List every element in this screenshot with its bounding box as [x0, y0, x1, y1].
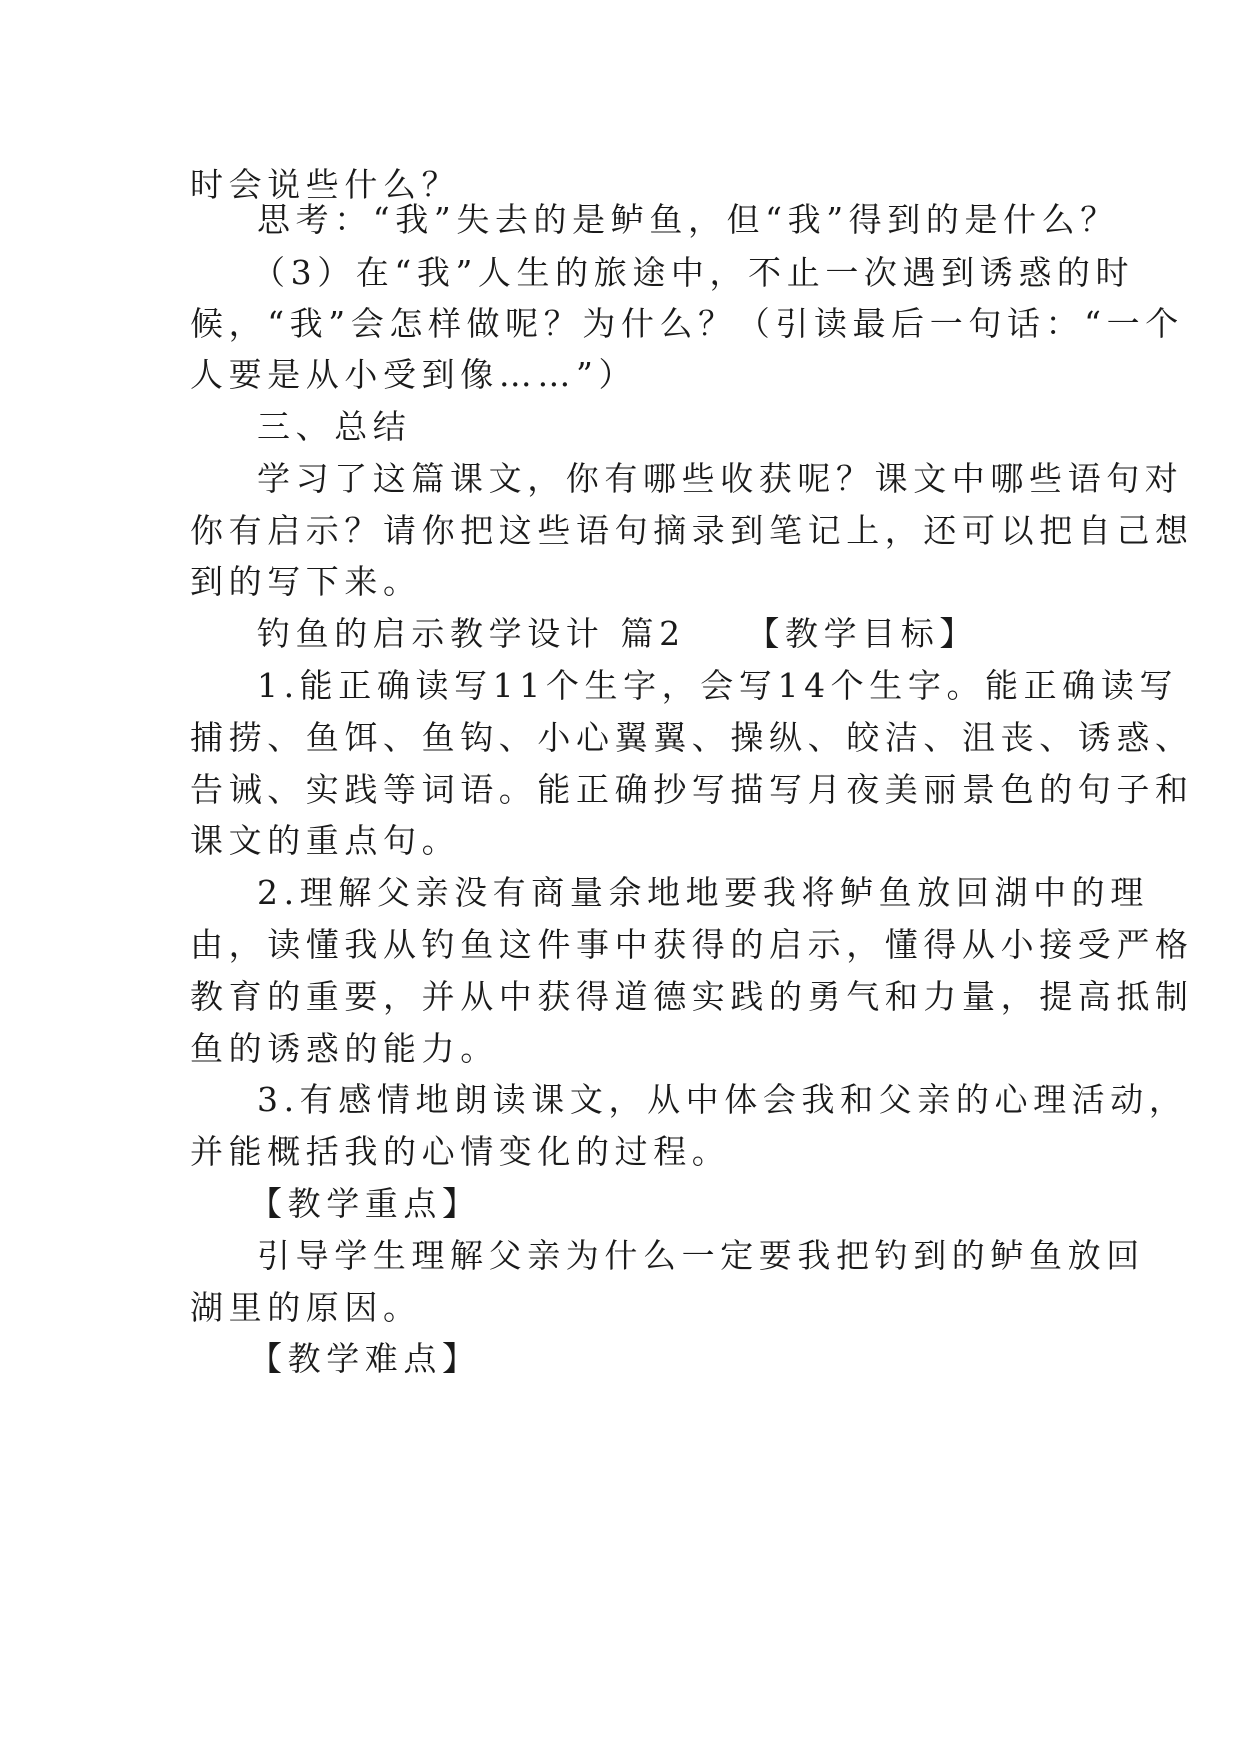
section-heading-teaching-difficulty: 【教学难点】	[249, 1339, 481, 1378]
text-line-13: 告诫、实践等词语。能正确抄写描写月夜美丽景色的句子和	[190, 770, 1194, 809]
text-line-9: 到的写下来。	[190, 562, 422, 601]
text-line-8: 你有启示？请你把这些语句摘录到笔记上，还可以把自己想	[190, 511, 1194, 550]
text-line-3: （3）在“我”人生的旅途中，不止一次遇到诱惑的时	[252, 253, 1135, 292]
section-heading-summary: 三、总结	[257, 407, 412, 446]
section-heading-teaching-goals: 钓鱼的启示教学设计 篇2 【教学目标】	[257, 614, 978, 653]
text-line-23: 湖里的原因。	[190, 1288, 422, 1327]
text-line-11: 1.能正确读写11个生字，会写14个生字。能正确读写	[257, 666, 1179, 705]
text-line-2: 思考：“我”失去的是鲈鱼，但“我”得到的是什么？	[257, 200, 1119, 239]
text-line-16: 由，读懂我从钓鱼这件事中获得的启示，懂得从小接受严格	[190, 925, 1194, 964]
text-line-15: 2.理解父亲没有商量余地地要我将鲈鱼放回湖中的理	[257, 873, 1149, 912]
text-line-20: 并能概括我的心情变化的过程。	[190, 1132, 731, 1171]
text-line-18: 鱼的诱惑的能力。	[190, 1029, 499, 1068]
text-line-4: 候，“我”会怎样做呢？为什么？（引读最后一句话：“一个	[190, 304, 1184, 343]
text-line-5: 人要是从小受到像……”）	[190, 355, 638, 394]
text-line-14: 课文的重点句。	[190, 821, 461, 860]
text-line-1: 时会说些什么？	[190, 165, 461, 204]
text-line-7: 学习了这篇课文，你有哪些收获呢？课文中哪些语句对	[257, 459, 1184, 498]
section-heading-teaching-focus: 【教学重点】	[249, 1184, 481, 1223]
text-line-12: 捕捞、鱼饵、鱼钩、小心翼翼、操纵、皎洁、沮丧、诱惑、	[190, 718, 1194, 757]
text-line-17: 教育的重要，并从中获得道德实践的勇气和力量，提高抵制	[190, 977, 1194, 1016]
text-line-22: 引导学生理解父亲为什么一定要我把钓到的鲈鱼放回	[257, 1236, 1145, 1275]
text-line-19: 3.有感情地朗读课文，从中体会我和父亲的心理活动，	[257, 1080, 1188, 1119]
